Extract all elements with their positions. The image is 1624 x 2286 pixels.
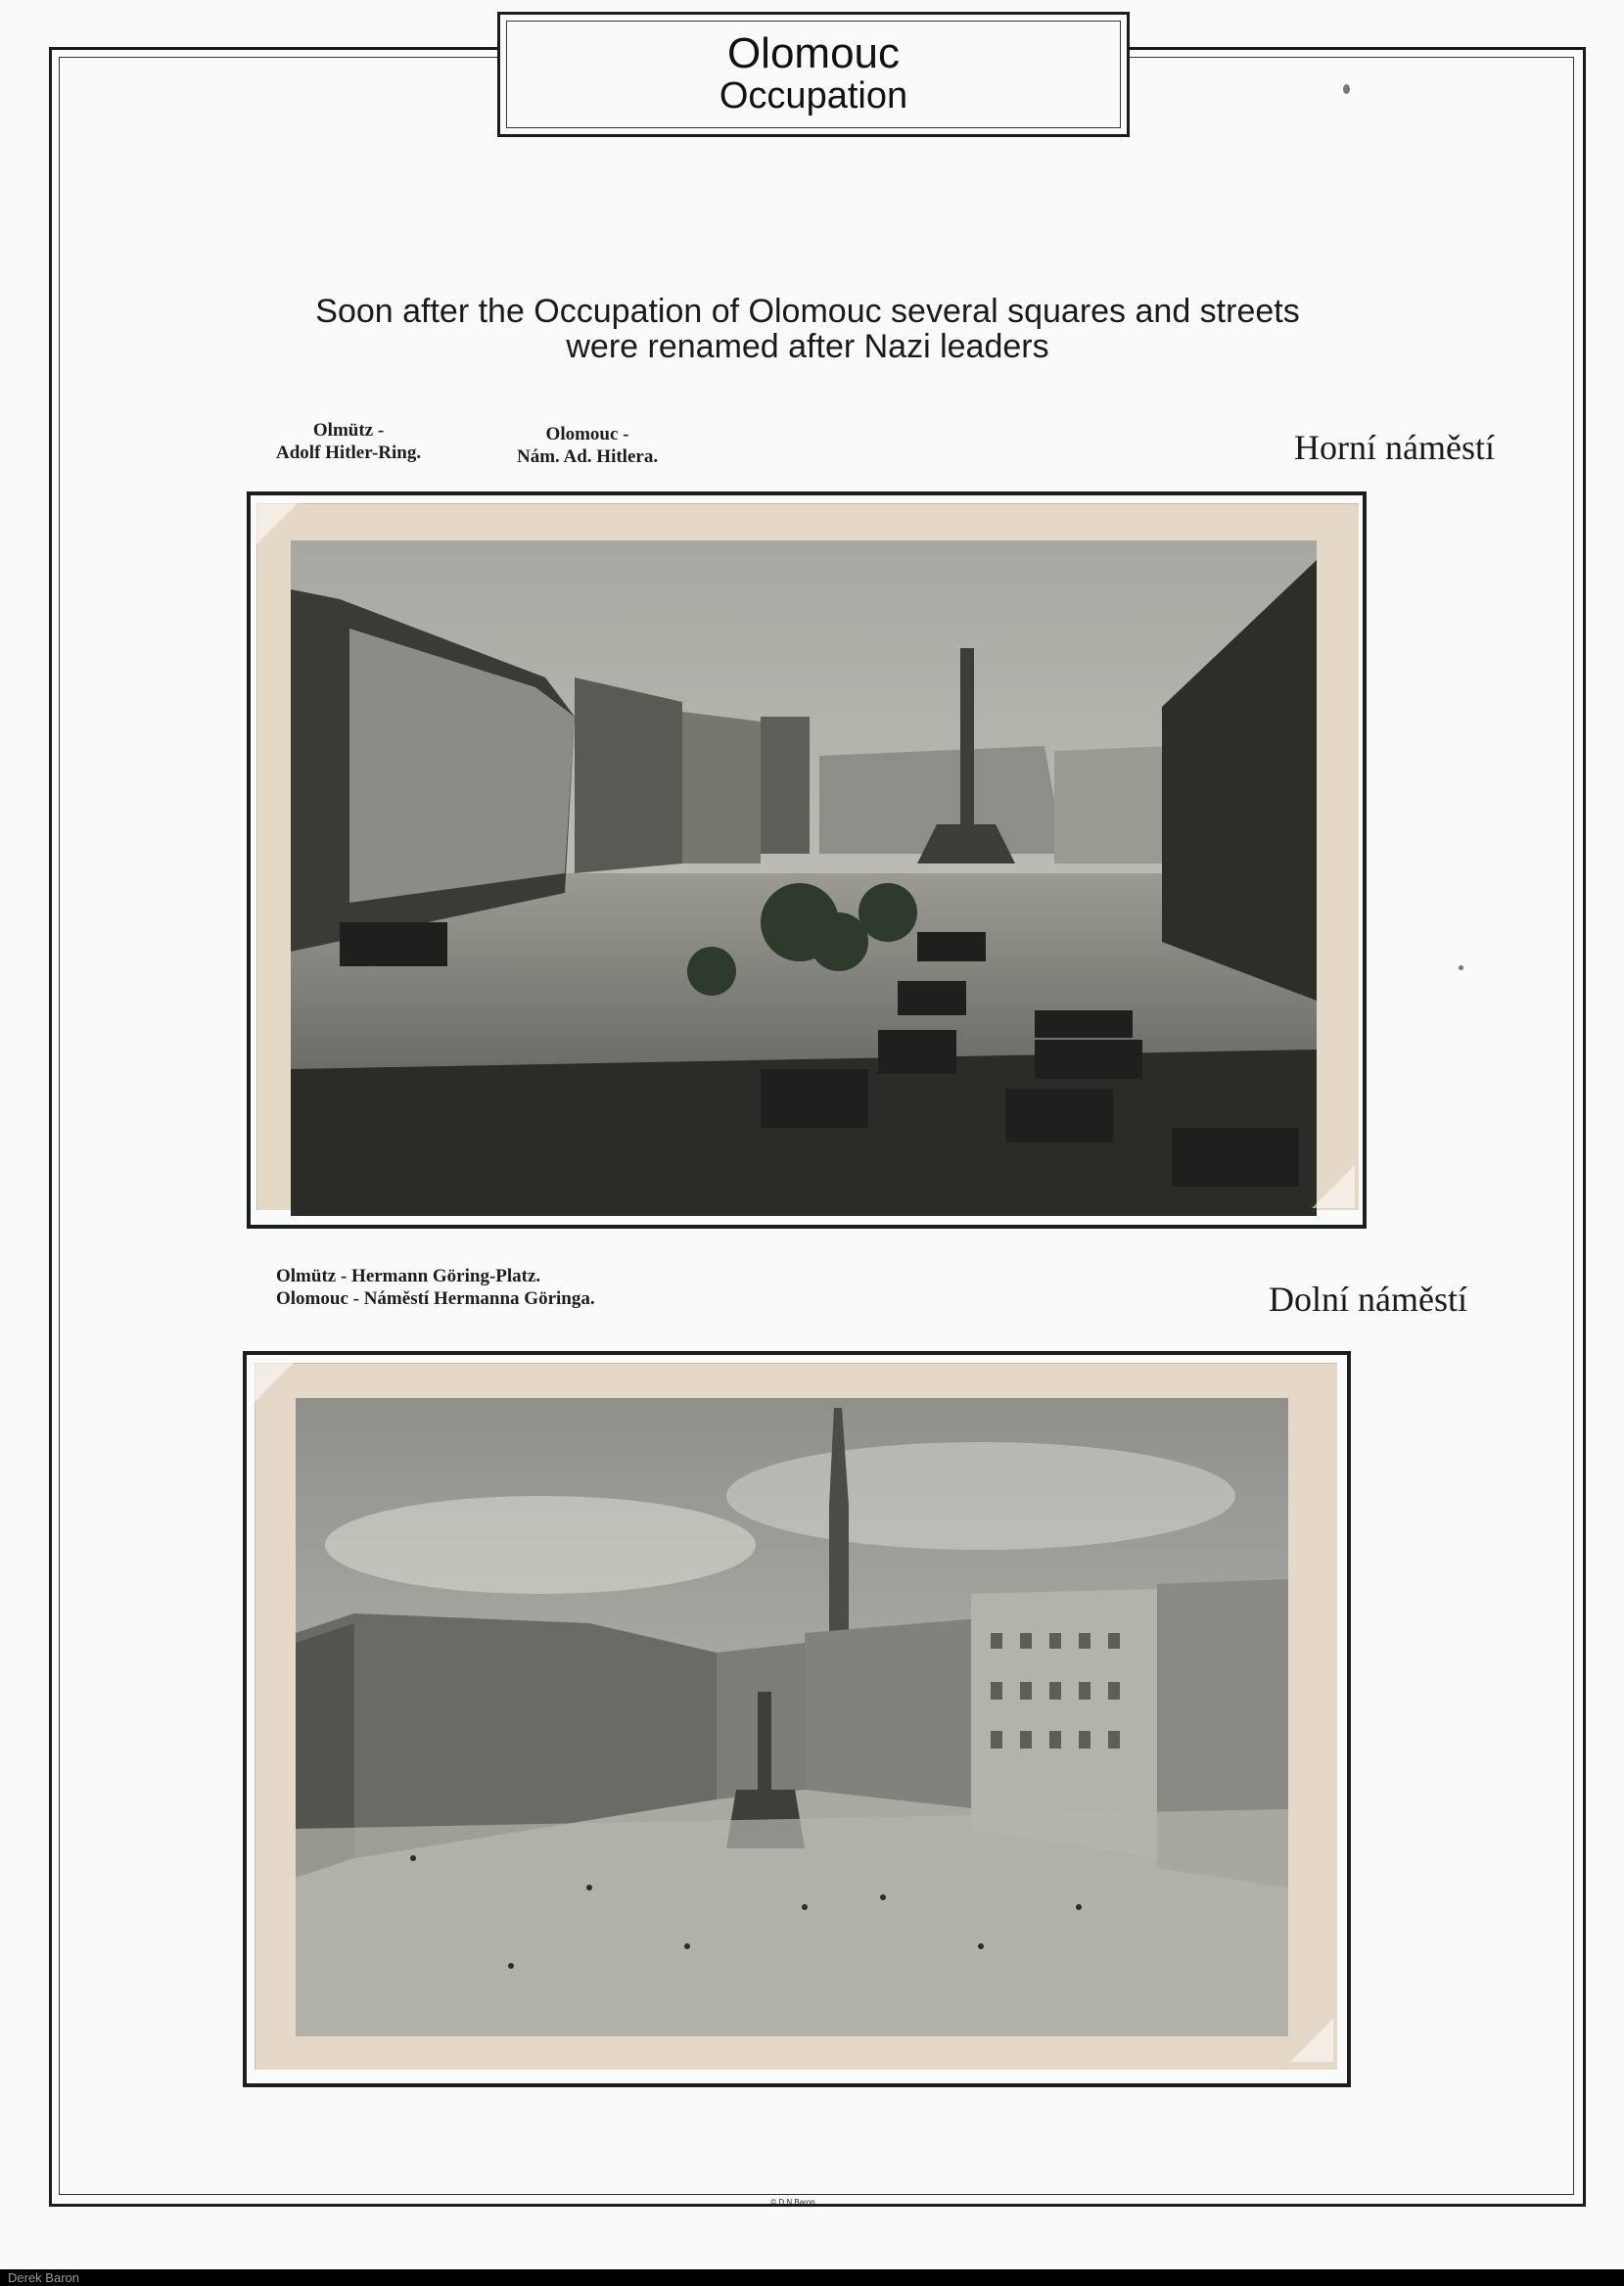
- stamp-czech-name: Olomouc - Nám. Ad. Hitlera.: [517, 424, 659, 467]
- intro-line-1: Soon after the Occupation of Olomouc several squares and streets: [315, 293, 1300, 330]
- place-name-dolni: Dolní náměstí: [1269, 1280, 1467, 1319]
- scan-credit: Derek Baron: [8, 2270, 79, 2285]
- stamp-street-names: Olmütz - Hermann Göring-Platz. Olomouc - Náměstí Hermanna Göringa.: [276, 1266, 595, 1309]
- place-name-horni: Horní náměstí: [1294, 428, 1495, 467]
- postcard-horni-namesti: [256, 503, 1359, 1210]
- photo-horni-namesti: [291, 540, 1317, 1216]
- paper-speck: [1343, 84, 1350, 94]
- postcard-dolni-namesti: [255, 1363, 1337, 2070]
- intro-text: [235, 294, 1380, 364]
- intro-line-2: were renamed after Nazi leaders: [566, 328, 1049, 365]
- paper-speck: [1459, 965, 1463, 970]
- stamp-german-name: Olmütz - Adolf Hitler-Ring.: [276, 420, 422, 463]
- page-subtitle: Occupation: [719, 75, 908, 117]
- title-box: [497, 12, 1130, 137]
- scan-footer-bar: [0, 2269, 1624, 2286]
- page-title: Olomouc: [726, 29, 901, 77]
- copyright-note: © D.N.Baron: [770, 2198, 815, 2207]
- photo-dolni-namesti: [296, 1398, 1288, 2036]
